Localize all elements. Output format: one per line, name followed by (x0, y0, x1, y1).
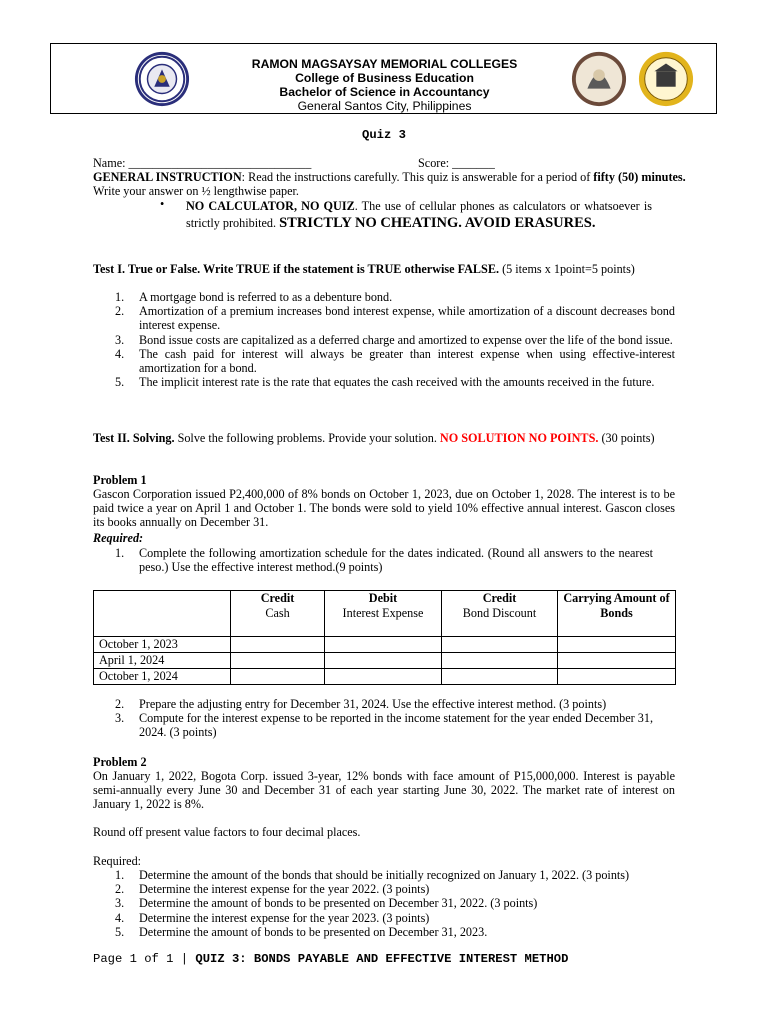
rule-bold-b: STRICTLY NO CHEATING. AVOID ERASURES. (279, 215, 596, 231)
list-item-text: A mortgage bond is referred to as a debenture bond. (139, 290, 393, 304)
footer-page-number: Page 1 of 1 | (93, 952, 196, 966)
table-header-carrying-amount (558, 591, 676, 637)
header-bottom: Bond Discount (462, 606, 537, 620)
header-top: Debit (368, 591, 398, 605)
list-item (93, 697, 653, 711)
list-item (93, 911, 693, 925)
quiz-title: Quiz 3 (362, 128, 406, 142)
instruction-duration: fifty (50) minutes. (593, 170, 686, 184)
table-row (94, 669, 676, 685)
page-footer (93, 952, 568, 966)
list-item-number: 2. (115, 882, 125, 897)
cell (558, 653, 676, 669)
list-item-text: Determine the amount of bonds to be presented on December 31, 2022. (3 points) (139, 896, 538, 911)
list-item-text: Compute for the interest expense to be reported in the income statement for the year ended December 31, 2024. (3 points) (139, 711, 653, 740)
cell (442, 637, 558, 653)
college-name: College of Business Education (295, 71, 474, 85)
list-item-text: Amortization of a premium increases bond interest expense, while amortization of a discount decreases bond interest expense. (139, 304, 675, 333)
instruction-label: GENERAL INSTRUCTION (93, 170, 242, 184)
footer-title: QUIZ 3: BONDS PAYABLE AND EFFECTIVE INTEREST METHOD (195, 952, 569, 966)
list-item-text: Determine the amount of the bonds that should be initially recognized on January 1, 2022. (3 points) (139, 868, 630, 882)
cell (325, 669, 442, 685)
header-bottom: Cash (265, 606, 290, 620)
list-item-number: 4. (115, 346, 125, 361)
problem2-round-note: Round off present value factors to four decimal places. (93, 825, 361, 839)
header-top: Carrying Amount of Bonds (563, 591, 670, 620)
table-header-date (94, 591, 231, 637)
row-date: April 1, 2024 (94, 653, 231, 669)
table-row (94, 653, 676, 669)
list-item-text: Prepare the adjusting entry for December 31, 2024. Use the effective interest method. (3 points) (139, 697, 607, 711)
row-date: October 1, 2023 (94, 637, 231, 653)
list-item-number: 3. (115, 711, 125, 726)
test1-points: (5 items x 1point=5 points) (499, 262, 635, 276)
cell (231, 669, 325, 685)
list-item (93, 347, 675, 375)
accountancy-seal-logo (570, 50, 628, 108)
cell (442, 653, 558, 669)
test2-text: Solve the following problems. Provide your solution. (174, 431, 440, 445)
list-item-number: 1. (115, 546, 125, 560)
list-item (93, 896, 693, 910)
cell (231, 637, 325, 653)
no-calculator-rule (186, 198, 652, 232)
list-item-number: 2. (115, 304, 125, 319)
list-item (93, 304, 675, 332)
problem2-title: Problem 2 (93, 755, 147, 769)
rule-bold-a: NO CALCULATOR, NO QUIZ (186, 199, 355, 213)
cell (442, 669, 558, 685)
score-field-label: Score: _______ (418, 156, 495, 170)
cbe-seal-logo (637, 50, 695, 108)
table-header-interest-expense (325, 591, 442, 637)
list-item (93, 375, 675, 389)
test2-heading (93, 431, 675, 445)
problem1-items-a (93, 546, 653, 574)
test1-heading-text: Test I. True or False. Write TRUE if the statement is TRUE otherwise FALSE. (93, 262, 500, 276)
list-item (93, 925, 693, 939)
list-item (93, 868, 693, 882)
problem2-required: Required: (93, 854, 142, 868)
table-header-bond-discount (442, 591, 558, 637)
cell (325, 637, 442, 653)
problem2-text: On January 1, 2022, Bogota Corp. issued 3-year, 12% bonds with face amount of P15,000,000. Interest is payable semi-annually every June 30 and December 31 of each year starting June 30, 2022. The market rate of interest on January 1, 2022 is 8%. (93, 769, 675, 812)
letterhead (50, 43, 717, 114)
cell (558, 669, 676, 685)
list-item-text: Determine the amount of bonds to be presented on December 31, 2023. (139, 924, 488, 939)
rule-text: . The use of cellular phones as calculators or whatsoever is strictly prohibited. (186, 199, 652, 230)
list-item-text: Determine the interest expense for the year 2023. (3 points) (139, 910, 430, 925)
problem1-title: Problem 1 (93, 473, 147, 487)
problem1-items-b (93, 697, 653, 740)
school-name: RAMON MAGSAYSAY MEMORIAL COLLEGES (251, 57, 518, 71)
problem1-required: Required: (93, 531, 144, 545)
header-top: Credit (482, 591, 517, 605)
test1-items (93, 290, 675, 389)
problem1-text: Gascon Corporation issued P2,400,000 of 8% bonds on October 1, 2023, due on October 1, 2028. The interest is to be paid twice a year on April 1 and October 1. The bonds were sold to yield 10% effective annual interest. Gascon closes its books annually on December 31. (93, 487, 675, 530)
header-bottom: Interest Expense (342, 606, 424, 620)
list-item (93, 333, 675, 347)
program-name: Bachelor of Science in Accountancy (279, 85, 490, 99)
list-item-number: 1. (115, 290, 125, 304)
table-header-cash (231, 591, 325, 637)
list-item-number: 2. (115, 697, 125, 711)
test2-points: (30 points) (598, 431, 655, 445)
school-location: General Santos City, Philippines (297, 99, 472, 113)
list-item-text: Determine the interest expense for the year 2022. (3 points) (139, 882, 430, 897)
general-instruction (93, 170, 733, 198)
test1-heading (93, 262, 675, 276)
list-item-number: 3. (115, 332, 125, 347)
list-item-number: 1. (115, 868, 125, 882)
list-item-number: 4. (115, 910, 125, 925)
list-item-number: 5. (115, 924, 125, 939)
cell (325, 653, 442, 669)
header-top: Credit (260, 591, 295, 605)
instruction-text: : Read the instructions carefully. This quiz is answerable for a period of (241, 170, 594, 184)
list-item-text: The cash paid for interest will always be greater than interest expense when using effective-interest amortization for a bond. (139, 346, 675, 376)
list-item (93, 711, 653, 739)
table-header-row (94, 591, 676, 637)
test2-heading-text: Test II. Solving. (93, 431, 175, 445)
table-row (94, 637, 676, 653)
list-item (93, 546, 653, 574)
list-item-text: The implicit interest rate is the rate that equates the cash received with the amounts received in the future. (139, 375, 655, 390)
name-field-label: Name: ______________________________ (93, 156, 312, 170)
amortization-schedule-table (93, 590, 676, 685)
rule-bullet: • (160, 197, 165, 211)
list-item-number: 3. (115, 896, 125, 911)
cell (558, 637, 676, 653)
list-item-text: Complete the following amortization schedule for the dates indicated. (Round all answers to the nearest peso.) Use the effective interest method.(9 points) (139, 546, 653, 575)
problem2-items (93, 868, 693, 939)
row-date: October 1, 2024 (94, 669, 231, 685)
list-item-text: Bond issue costs are capitalized as a deferred charge and amortized to expense over the life of the bond issue. (139, 332, 673, 347)
instruction-answer-sheet: Write your answer on ½ lengthwise paper. (93, 184, 299, 199)
list-item (93, 290, 675, 304)
cell (231, 653, 325, 669)
list-item (93, 882, 693, 896)
test2-warning: NO SOLUTION NO POINTS. (439, 431, 599, 445)
rmmc-seal-logo (133, 50, 191, 108)
list-item-number: 5. (115, 375, 125, 390)
